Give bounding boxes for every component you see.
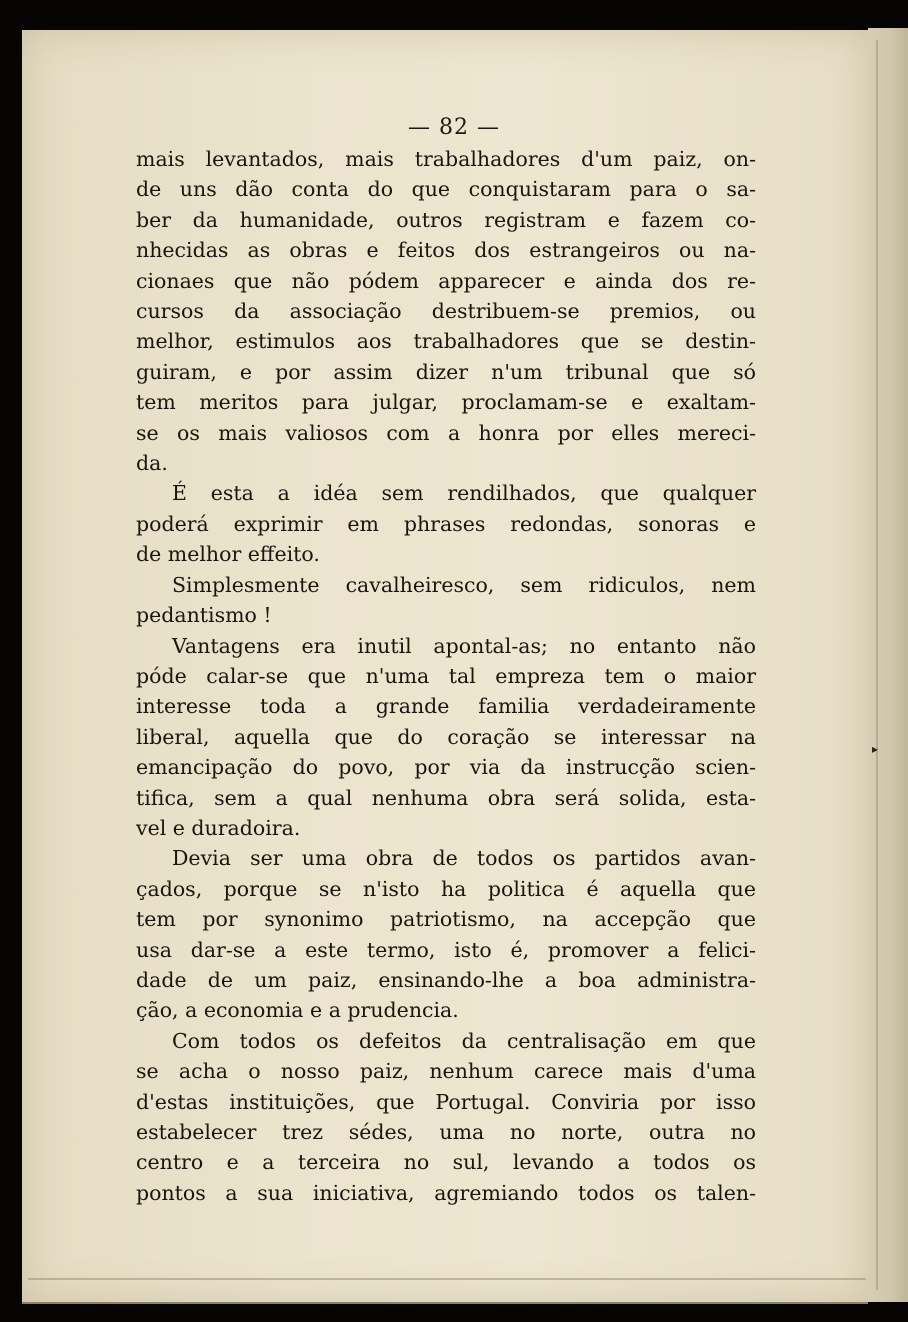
text-line: emancipação do povo, por via da instrucção scien- [136,755,756,780]
text-line: nhecidas as obras e feitos dos estrangeiros ou na- [136,238,756,263]
text-line: se acha o nosso paiz, nenhum carece mais d'uma [136,1059,756,1084]
text-line: interesse toda a grande familia verdadeiramente [136,694,756,719]
text-line: mais levantados, mais trabalhadores d'um paiz, on- [136,147,756,171]
page-edge-line [876,40,878,1290]
paragraph-end-line: da. [136,451,168,476]
text-line: ber da humanidade, outros registram e fazem co- [136,207,756,232]
paragraph-end-line: vel e duradoira. [136,815,301,840]
text-line: pontos a sua iniciativa, agremiando todos os talen- [136,1180,756,1205]
paragraph-end-line: pedantismo ! [136,603,272,628]
text-line: de uns dão conta do que conquistaram para o sa- [136,177,756,202]
text-line: tem por synonimo patriotismo, na accepção que [136,907,756,932]
text-line: d'estas instituições, que Portugal. Conviria por isso [136,1089,756,1114]
body-text [136,144,756,1208]
paragraph-end-line: ção, a economia e a prudencia. [136,998,459,1023]
paragraph-start-line: É esta a idéa sem rendilhados, que qualquer [172,481,756,506]
text-line: dade de um paiz, ensinando-lhe a boa administra- [136,967,756,992]
text-line: guiram, e por assim dizer n'um tribunal que só [136,359,756,384]
text-line: estabelecer trez sédes, uma no norte, outra no [136,1120,756,1144]
text-line: tifica, sem a qual nenhuma obra será solida, esta- [136,785,756,810]
paragraph-start-line: Simplesmente cavalheiresco, sem ridiculos, nem [172,572,756,597]
text-line: cionaes que não pódem apparecer e ainda dos re- [136,268,756,293]
text-line: cursos da associação destribuem-se premios, ou [136,299,756,324]
text-line: çados, porque se n'isto ha politica é aquella que [136,876,756,901]
paragraph-end-line: de melhor effeito. [136,542,320,567]
page-number: — 82 — [408,115,500,140]
text-line: usa dar-se a este termo, isto é, promover a felici- [136,937,756,962]
text-line: póde calar-se que n'uma tal empreza tem o maior [136,663,756,688]
text-line: tem meritos para julgar, proclamam-se e exaltam- [136,390,756,415]
text-line: melhor, estimulos aos trabalhadores que se destin- [136,329,756,354]
edge-mark-icon: ▸ [872,742,879,756]
next-page-edge [868,28,908,1302]
text-line: poderá exprimir em phrases redondas, sonoras e [136,511,756,536]
text-line: centro e a terceira no sul, levando a todos os [136,1150,756,1175]
paragraph-start-line: Com todos os defeitos da centralisação em que [172,1028,756,1053]
paragraph-start-line: Vantagens era inutil apontal-as; no entanto não [172,633,756,658]
page-bottom-edge [28,1278,866,1280]
text-line: liberal, aquella que do coração se interessar na [136,724,756,749]
paragraph-start-line: Devia ser uma obra de todos os partidos avan- [172,846,756,871]
text-line: se os mais valiosos com a honra por elles mereci- [136,420,756,445]
